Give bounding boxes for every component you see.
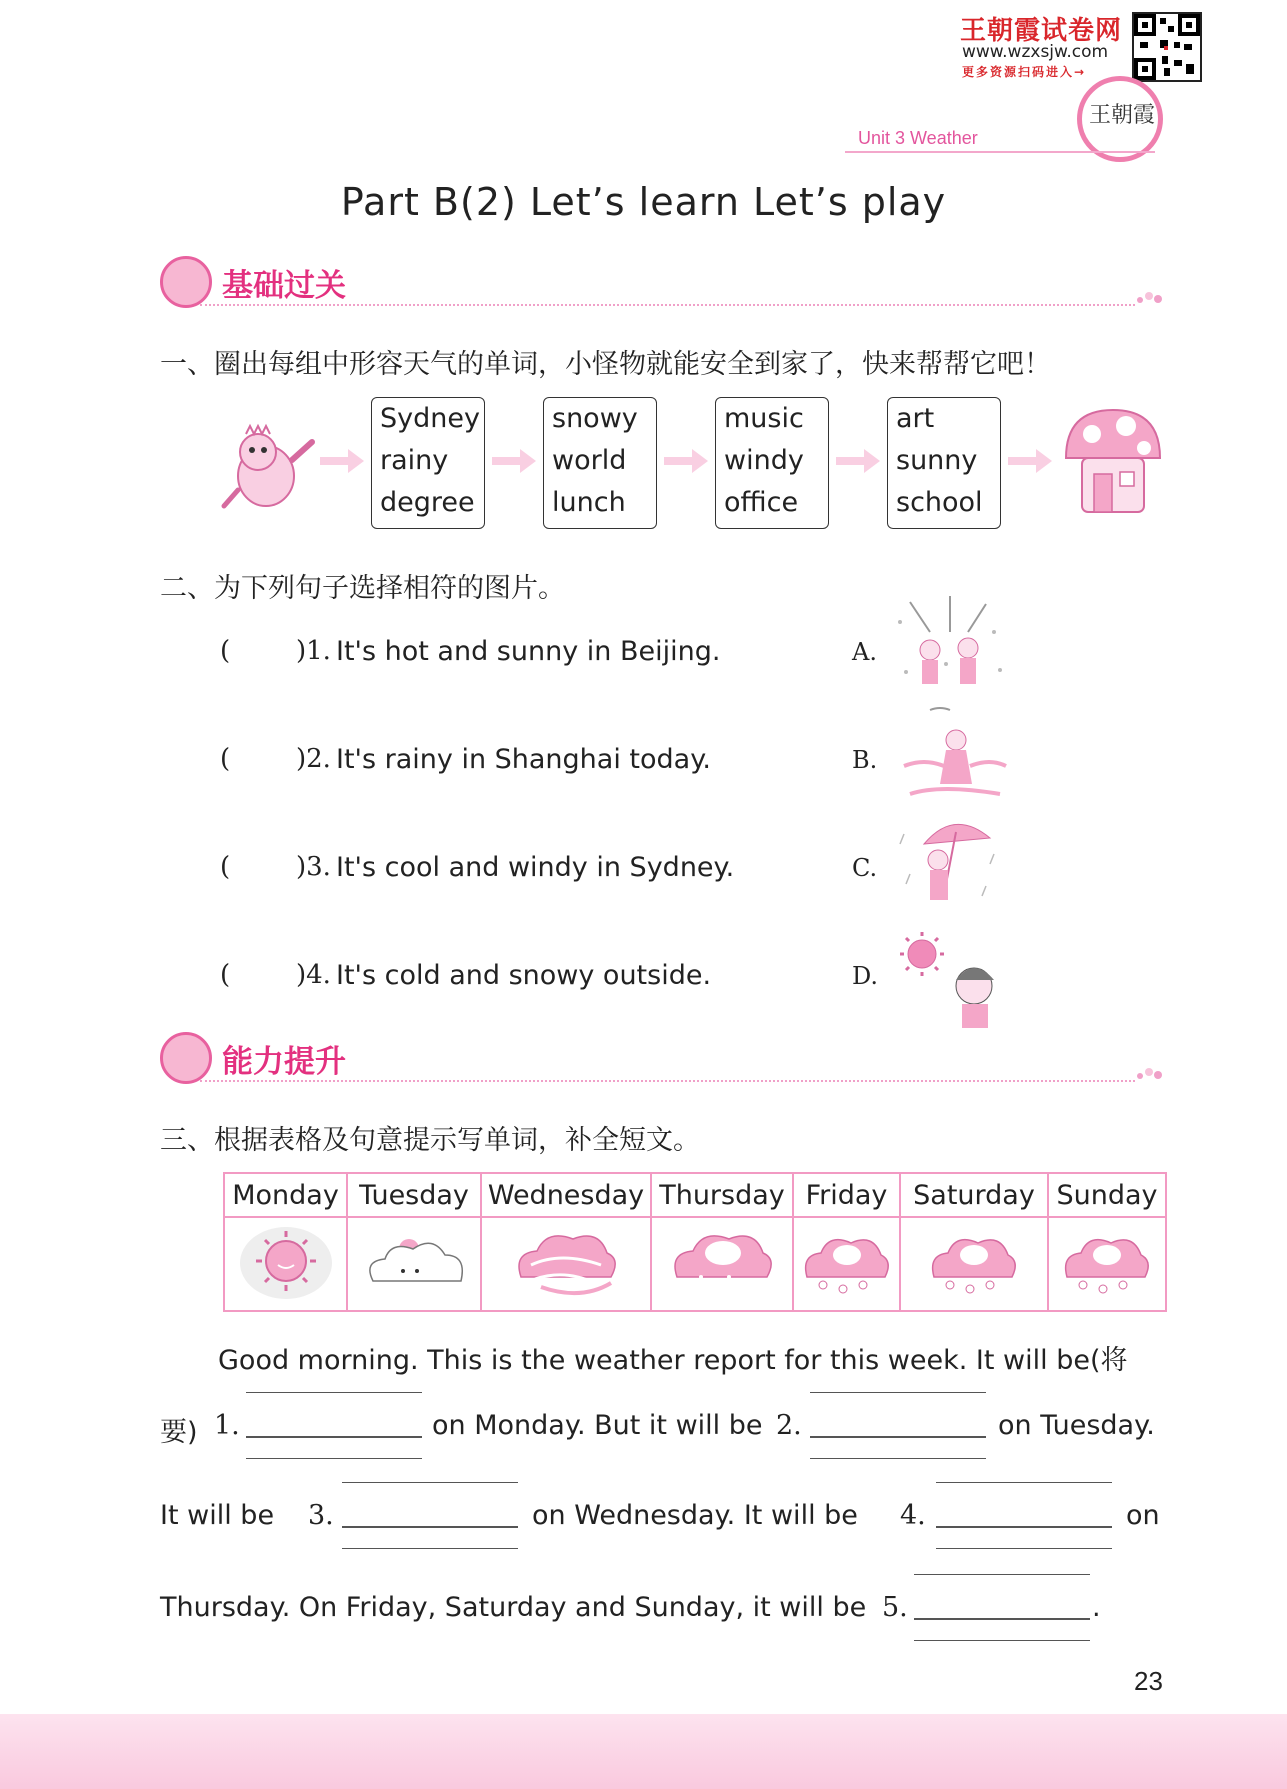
cloud-icon: [359, 1221, 469, 1301]
mushroom-house-icon: [1060, 404, 1166, 516]
dots-icon: [1136, 290, 1164, 304]
brand-url: www.wzxsjw.com: [962, 42, 1109, 62]
seal-text: 王朝霞: [1089, 103, 1156, 128]
snow-cloud-icon: [799, 1221, 895, 1301]
blank-number: 5.: [882, 1592, 908, 1623]
word-option[interactable]: Sydney: [380, 403, 480, 434]
passage-text: on Wednesday. It will be: [532, 1500, 858, 1531]
blank-number: 3.: [308, 1500, 334, 1531]
day-header: Friday: [793, 1173, 900, 1217]
passage-line-1: Good morning. This is the weather report for this week. It will be(将: [218, 1345, 1128, 1376]
weather-cell: [1048, 1217, 1166, 1311]
word-option[interactable]: world: [552, 445, 627, 476]
answer-paren[interactable]: (: [220, 744, 231, 774]
item-sentence: It's cool and windy in Sydney.: [336, 852, 735, 883]
dots-icon: [1136, 1066, 1164, 1080]
word-group-3: [715, 397, 829, 529]
section-mascot-icon: [160, 1032, 212, 1084]
wind-cloud-icon: [511, 1221, 621, 1301]
weather-cell: [347, 1217, 481, 1311]
blank-number: 1.: [214, 1410, 240, 1441]
snow-cloud-icon: [926, 1221, 1022, 1301]
answer-blank-4[interactable]: [936, 1482, 1112, 1544]
weather-table: [223, 1172, 1167, 1312]
section-title-basic: 基础过关: [222, 268, 346, 304]
word-group-4: [887, 397, 1001, 529]
snow-cloud-icon: [1059, 1221, 1155, 1301]
windy-picture-icon: [900, 706, 1010, 802]
answer-blank-5[interactable]: [914, 1574, 1090, 1636]
word-option[interactable]: music: [724, 403, 804, 434]
page-number: 23: [1134, 1666, 1163, 1696]
monster-icon: [218, 420, 318, 514]
word-option[interactable]: windy: [724, 445, 804, 476]
day-header: Sunday: [1048, 1173, 1166, 1217]
option-label: C.: [852, 854, 878, 882]
unit-label: Unit 3 Weather: [858, 128, 978, 148]
word-option[interactable]: art: [896, 403, 935, 434]
q3-instruction: 三、根据表格及句意提示写单词，补全短文。: [160, 1125, 700, 1156]
word-option[interactable]: rainy: [380, 445, 449, 476]
word-option[interactable]: office: [724, 487, 799, 518]
brand-title: 王朝霞试卷网: [960, 16, 1123, 46]
word-group-1: [371, 397, 485, 529]
item-number: )4.: [296, 960, 331, 990]
item-number: )3.: [296, 852, 331, 882]
answer-paren[interactable]: (: [220, 960, 231, 990]
answer-blank-2[interactable]: [810, 1392, 986, 1454]
passage-text: .: [1092, 1592, 1101, 1623]
item-number: )2.: [296, 744, 331, 774]
sunny-picture-icon: [896, 930, 1006, 1030]
section-divider: [200, 304, 1135, 306]
page-title: Part B(2) Let’s learn Let’s play: [340, 180, 947, 224]
answer-paren[interactable]: (: [220, 852, 231, 882]
item-number: )1.: [296, 636, 331, 666]
blank-number: 2.: [776, 1410, 802, 1441]
section-title-ability: 能力提升: [222, 1044, 346, 1080]
answer-blank-3[interactable]: [342, 1482, 518, 1544]
passage-text: Thursday. On Friday, Saturday and Sunday, it will be: [160, 1592, 867, 1623]
rainy-picture-icon: [894, 814, 1004, 914]
brand-more-text: 更多资源扫码进入→: [962, 65, 1087, 79]
item-sentence: It's cold and snowy outside.: [336, 960, 712, 991]
day-header: Tuesday: [347, 1173, 481, 1217]
option-label: A.: [852, 638, 877, 666]
unit-divider: [845, 151, 1155, 153]
arrow-right-icon: [662, 446, 710, 476]
option-label: B.: [852, 746, 878, 774]
answer-blank-1[interactable]: [246, 1392, 422, 1454]
passage-text: 要): [160, 1417, 198, 1448]
qr-code-icon: [1132, 12, 1202, 82]
rain-cloud-icon: [667, 1221, 777, 1301]
arrow-right-icon: [1006, 446, 1054, 476]
word-option[interactable]: snowy: [552, 403, 638, 434]
section-mascot-icon: [160, 256, 212, 308]
answer-paren[interactable]: (: [220, 636, 231, 666]
footer-band: [0, 1714, 1287, 1789]
word-group-2: [543, 397, 657, 529]
arrow-right-icon: [490, 446, 538, 476]
passage-text: on Monday. But it will be: [432, 1410, 763, 1441]
passage-text: on Tuesday.: [998, 1410, 1155, 1441]
word-option[interactable]: sunny: [896, 445, 978, 476]
passage-text: on: [1126, 1500, 1160, 1531]
day-header: Thursday: [651, 1173, 793, 1217]
item-sentence: It's rainy in Shanghai today.: [336, 744, 711, 775]
weather-cell: [481, 1217, 651, 1311]
arrow-right-icon: [318, 446, 366, 476]
sun-icon: [236, 1221, 336, 1301]
snowy-picture-icon: [890, 592, 1010, 692]
weather-cell: [224, 1217, 347, 1311]
day-header: Wednesday: [481, 1173, 651, 1217]
word-option[interactable]: school: [896, 487, 983, 518]
q2-instruction: 二、为下列句子选择相符的图片。: [160, 573, 565, 604]
word-option[interactable]: lunch: [552, 487, 626, 518]
weather-cell: [651, 1217, 793, 1311]
q1-instruction: 一、圈出每组中形容天气的单词，小怪物就能安全到家了，快来帮帮它吧！: [160, 349, 1051, 380]
blank-number: 4.: [900, 1500, 926, 1531]
option-label: D.: [852, 962, 879, 990]
arrow-right-icon: [834, 446, 882, 476]
weather-cell: [793, 1217, 900, 1311]
item-sentence: It's hot and sunny in Beijing.: [336, 636, 721, 667]
section-divider: [200, 1080, 1135, 1082]
weather-cell: [900, 1217, 1048, 1311]
passage-text: It will be: [160, 1500, 275, 1531]
word-option[interactable]: degree: [380, 487, 475, 518]
day-header: Monday: [224, 1173, 347, 1217]
day-header: Saturday: [900, 1173, 1048, 1217]
